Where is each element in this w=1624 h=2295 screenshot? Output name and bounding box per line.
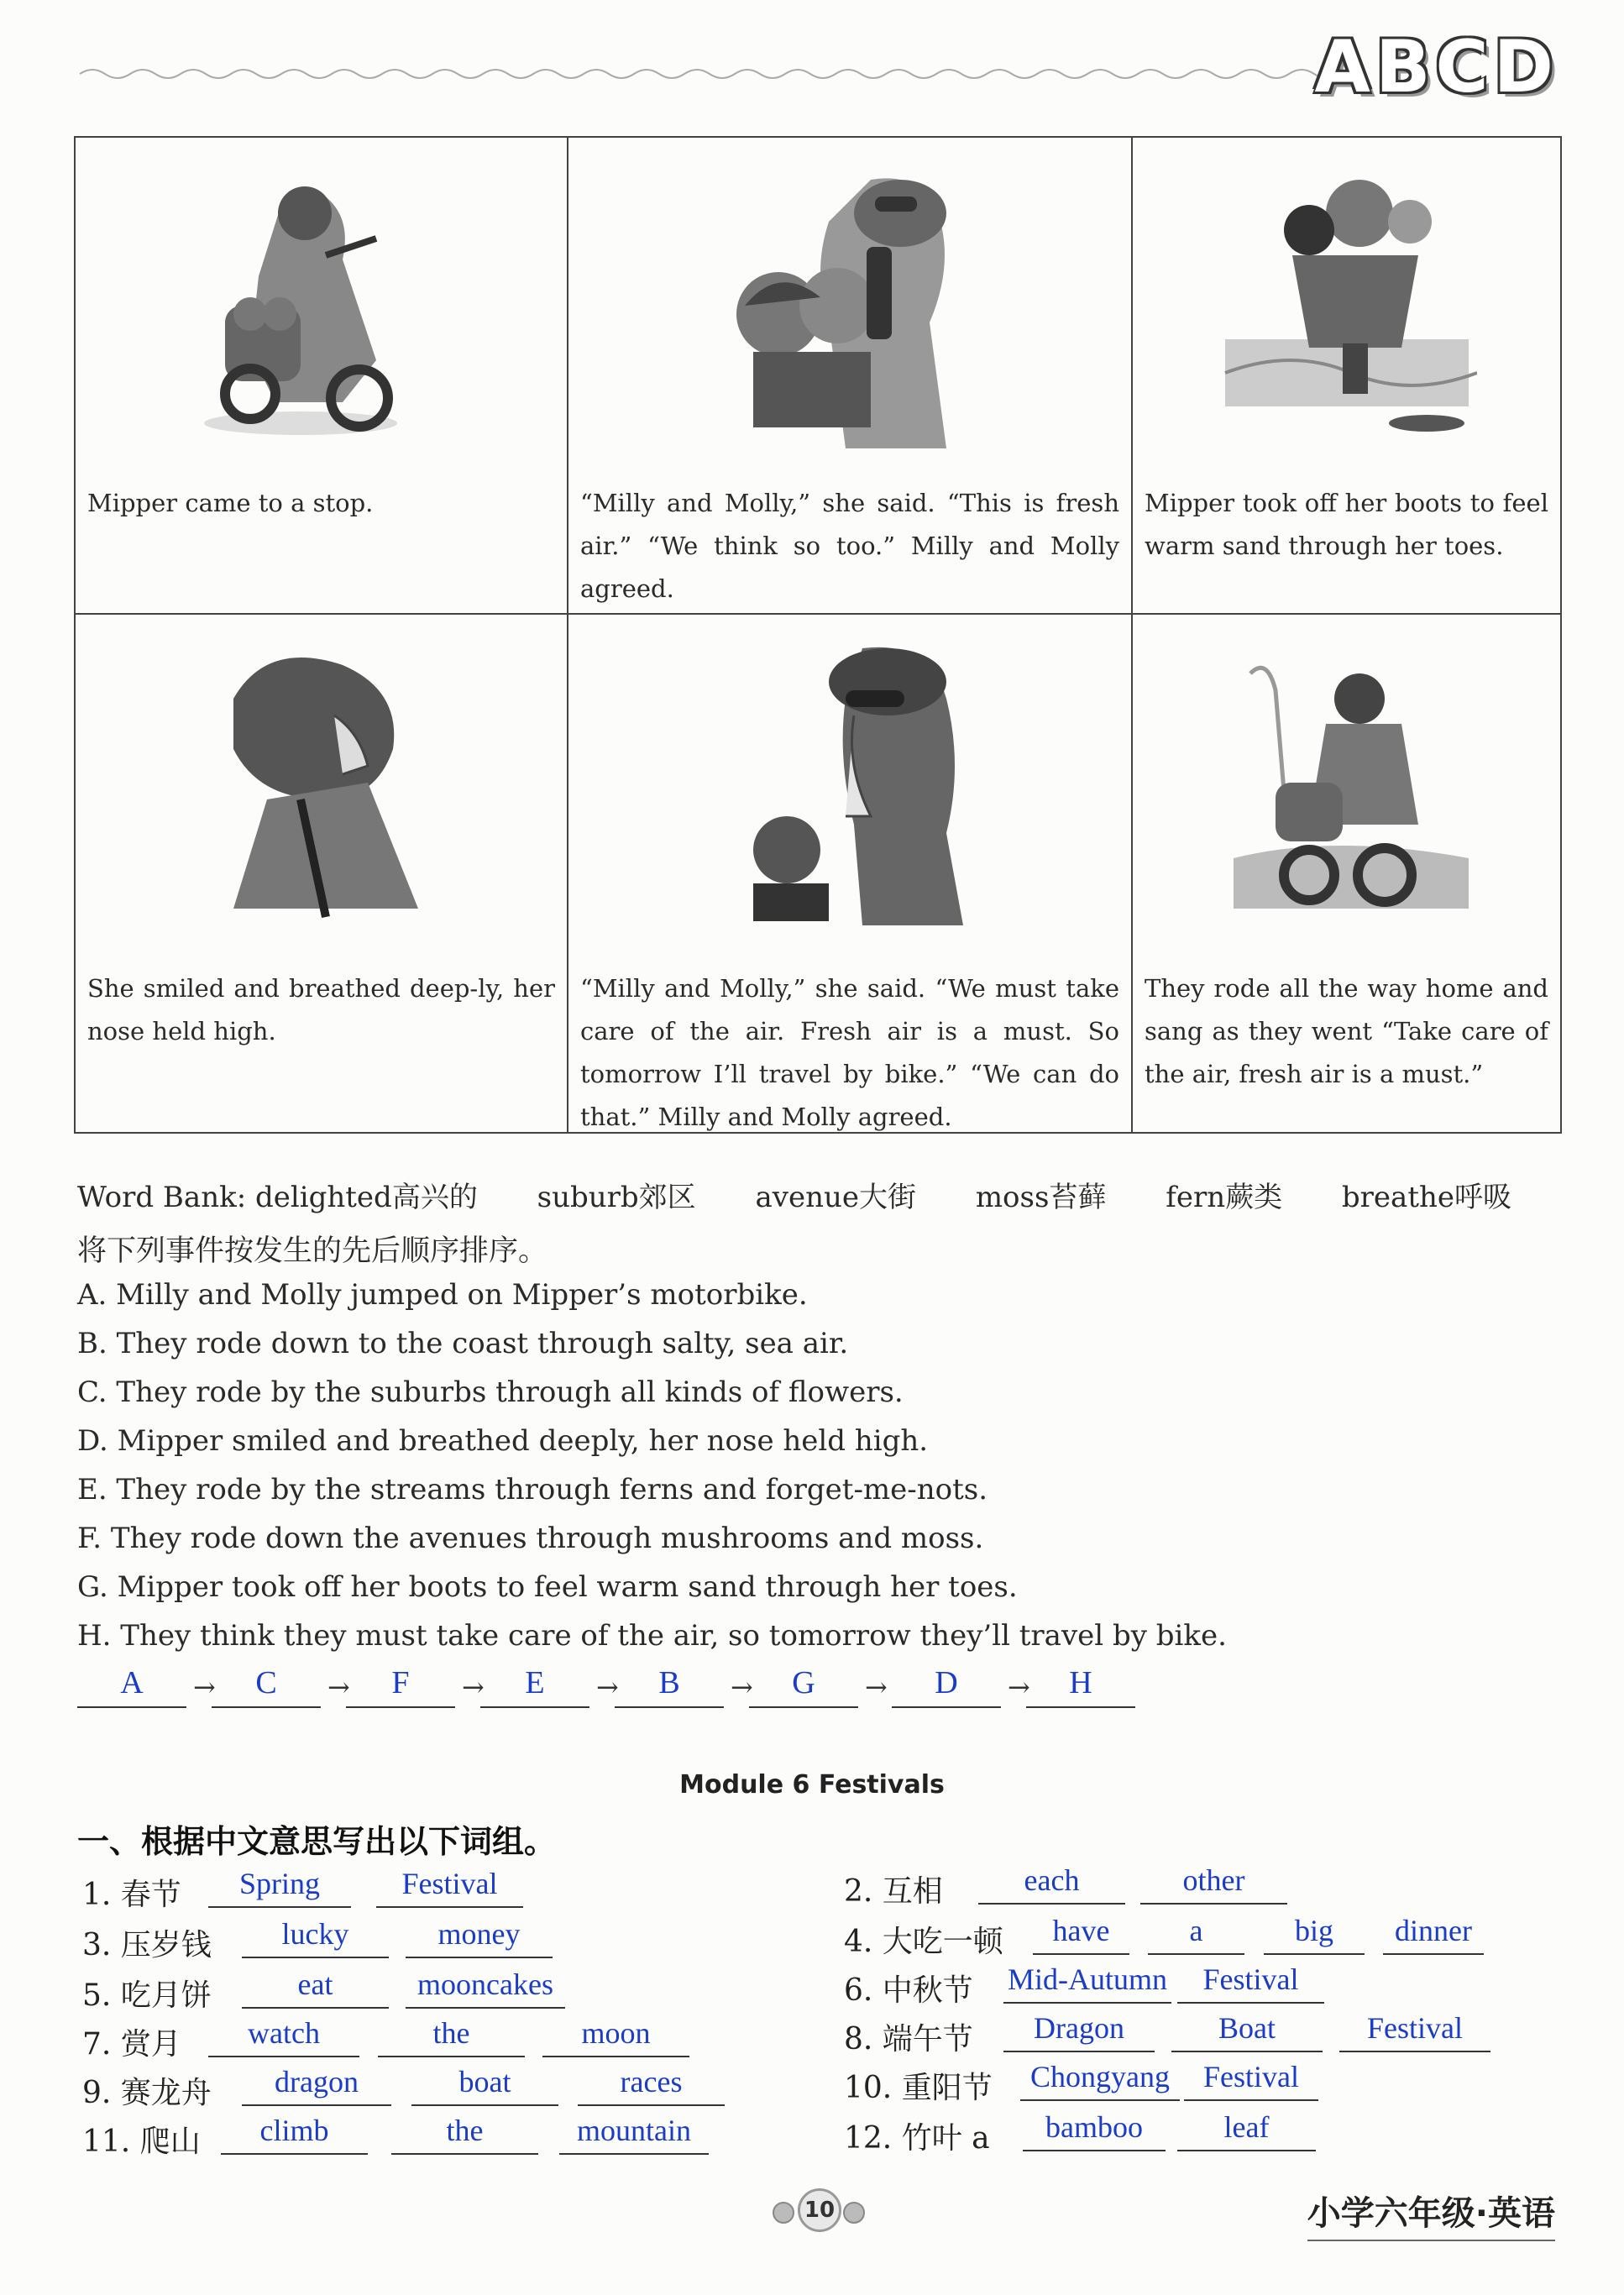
vocab-item bbox=[82, 2062, 754, 2109]
sequence-answer[interactable]: F bbox=[346, 1663, 455, 1708]
arrow-icon: → bbox=[1008, 1671, 1030, 1703]
panel-caption: They rode all the way home and sang as they went “Take care of the air, fresh air is a must.” bbox=[1145, 974, 1548, 1088]
vocab-prompt: 1. 春节 bbox=[82, 1878, 181, 1912]
answer-blank[interactable]: Mid-Autumn bbox=[1003, 1960, 1171, 2004]
answer-blank[interactable]: other bbox=[1140, 1861, 1287, 1905]
event-line: E. They rode by the streams through ferns and forget-me-nots. bbox=[77, 1473, 988, 1506]
riding-home-illustration bbox=[1217, 640, 1477, 925]
answer-blank[interactable]: Festival bbox=[376, 1864, 523, 1908]
vocab-prompt: 10. 重阳节 bbox=[844, 2071, 993, 2105]
word-bank-word: moss苔藓 bbox=[975, 1181, 1107, 1214]
answer-blank[interactable]: the bbox=[378, 2014, 525, 2057]
answer-blank[interactable]: bamboo bbox=[1023, 2108, 1166, 2151]
vocab-item bbox=[844, 2057, 1549, 2104]
sequence-answer-row bbox=[77, 1663, 1169, 1713]
answer-blank[interactable]: moon bbox=[542, 2014, 689, 2057]
sequence-answer[interactable]: E bbox=[480, 1663, 589, 1708]
vocab-item bbox=[82, 1864, 754, 1911]
answer-blank[interactable]: each bbox=[978, 1861, 1125, 1905]
arrow-icon: → bbox=[596, 1671, 619, 1703]
vocab-prompt: 9. 赛龙舟 bbox=[82, 2076, 212, 2110]
story-panel bbox=[76, 615, 568, 1132]
answer-blank[interactable]: the bbox=[391, 2111, 538, 2155]
vocab-item bbox=[844, 1861, 1549, 1908]
answer-blank[interactable]: dragon bbox=[242, 2062, 391, 2106]
vocab-prompt: 11. 爬山 bbox=[82, 2125, 201, 2159]
arrow-icon: → bbox=[865, 1671, 888, 1703]
vocab-prompt: 12. 竹叶 a bbox=[844, 2121, 990, 2156]
arrow-icon: → bbox=[327, 1671, 350, 1703]
sequence-answer[interactable]: A bbox=[77, 1663, 186, 1708]
panel-caption: Mipper took off her boots to feel warm sand through her toes. bbox=[1145, 489, 1548, 560]
story-panel bbox=[1133, 615, 1560, 1132]
word-bank-word: delighted高兴的 bbox=[254, 1181, 478, 1214]
story-panel bbox=[568, 138, 1133, 615]
module-title: Module 6 Festivals bbox=[679, 1770, 945, 1800]
page-header bbox=[0, 0, 1624, 126]
vocab-item bbox=[82, 2014, 754, 2061]
answer-blank[interactable]: races bbox=[578, 2062, 725, 2106]
vocab-item bbox=[844, 2009, 1549, 2056]
header-logo: ABCD bbox=[1314, 25, 1559, 109]
answer-blank[interactable]: watch bbox=[208, 2014, 359, 2057]
mipper-talking-illustration bbox=[720, 640, 980, 925]
event-line: F. They rode down the avenues through mushrooms and moss. bbox=[77, 1522, 984, 1555]
section-heading: 一、根据中文意思写出以下词组。 bbox=[77, 1823, 557, 1860]
event-line: B. They rode down to the coast through salty, sea air. bbox=[77, 1327, 849, 1360]
event-line: A. Milly and Molly jumped on Mipper’s motorbike. bbox=[77, 1278, 808, 1312]
word-bank bbox=[77, 1174, 1562, 1215]
mipper-breathing-illustration bbox=[191, 640, 452, 925]
vocab-item bbox=[82, 1965, 754, 2012]
answer-blank[interactable]: Festival bbox=[1339, 2009, 1490, 2052]
motorbike-illustration bbox=[191, 163, 452, 448]
page-number-badge bbox=[773, 2188, 857, 2235]
word-bank-word: breathe呼吸 bbox=[1341, 1181, 1511, 1214]
panel-caption: Mipper came to a stop. bbox=[87, 489, 374, 517]
answer-blank[interactable]: leaf bbox=[1177, 2108, 1316, 2151]
vocab-item bbox=[844, 1960, 1549, 2007]
event-line: H. They think they must take care of the air, so tomorrow they’ll travel by bike. bbox=[77, 1619, 1227, 1653]
sequence-answer[interactable]: B bbox=[615, 1663, 724, 1708]
event-line: G. Mipper took off her boots to feel warm sand through her toes. bbox=[77, 1570, 1018, 1604]
panel-caption: “Milly and Molly,” she said. “We must take care of the air. Fresh air is a must. So tomorrow I’ll travel by bike.” “We can do that.” Milly and Molly agreed. bbox=[580, 974, 1119, 1131]
answer-blank[interactable]: money bbox=[406, 1915, 553, 1958]
answer-blank[interactable]: eat bbox=[242, 1965, 389, 2009]
decorative-dot-icon bbox=[773, 2202, 794, 2224]
sequence-answer[interactable]: D bbox=[892, 1663, 1001, 1708]
panel-caption: She smiled and breathed deep-ly, her nose held high. bbox=[87, 974, 555, 1045]
sitting-characters-illustration bbox=[1217, 163, 1477, 448]
vocab-prompt: 8. 端午节 bbox=[844, 2022, 973, 2057]
arrow-icon: → bbox=[193, 1671, 216, 1703]
answer-blank[interactable]: climb bbox=[221, 2111, 368, 2155]
word-bank-word: avenue大街 bbox=[755, 1181, 916, 1214]
arrow-icon: → bbox=[462, 1671, 485, 1703]
word-bank-word: fern蕨类 bbox=[1166, 1181, 1283, 1214]
answer-blank[interactable]: lucky bbox=[242, 1915, 389, 1958]
sequence-answer[interactable]: G bbox=[749, 1663, 858, 1708]
event-line: C. They rode by the suburbs through all kinds of flowers. bbox=[77, 1375, 904, 1409]
vocab-prompt: 5. 吃月饼 bbox=[82, 1978, 212, 2013]
arrow-icon: → bbox=[731, 1671, 753, 1703]
answer-blank[interactable]: Boat bbox=[1171, 2009, 1323, 2052]
story-panel bbox=[76, 138, 568, 615]
book-title: 小学六年级·英语 bbox=[1307, 2187, 1555, 2241]
ordering-instruction: 将下列事件按发生的先后顺序排序。 bbox=[77, 1234, 548, 1268]
vocab-prompt: 4. 大吃一顿 bbox=[844, 1925, 1003, 1959]
sequence-answer[interactable]: C bbox=[212, 1663, 321, 1708]
vocab-item bbox=[82, 2111, 754, 2158]
answer-blank[interactable]: Festival bbox=[1184, 2057, 1318, 2101]
decorative-dot-icon bbox=[843, 2202, 865, 2224]
answer-blank[interactable]: mountain bbox=[559, 2111, 709, 2155]
word-bank-label: Word Bank: bbox=[77, 1181, 247, 1214]
vocab-item bbox=[844, 2108, 1549, 2155]
answer-blank[interactable]: mooncakes bbox=[406, 1965, 565, 2009]
answer-blank[interactable]: have bbox=[1033, 1911, 1129, 1955]
story-panel bbox=[568, 615, 1133, 1132]
vocab-prompt: 7. 赏月 bbox=[82, 2027, 181, 2062]
panel-caption: “Milly and Molly,” she said. “This is fresh air.” “We think so too.” Milly and Molly agreed. bbox=[580, 489, 1119, 603]
story-grid bbox=[74, 136, 1562, 1134]
page-number: 10 bbox=[798, 2188, 841, 2232]
answer-blank[interactable]: Festival bbox=[1177, 1960, 1324, 2004]
sequence-answer[interactable]: H bbox=[1026, 1663, 1135, 1708]
answer-blank[interactable]: Dragon bbox=[1003, 2009, 1155, 2052]
answer-blank[interactable]: Chongyang bbox=[1020, 2057, 1180, 2101]
answer-blank[interactable]: Spring bbox=[208, 1864, 351, 1908]
word-bank-word: suburb郊区 bbox=[537, 1181, 696, 1214]
answer-blank[interactable]: dinner bbox=[1383, 1911, 1484, 1955]
answer-blank[interactable]: big bbox=[1264, 1911, 1365, 1955]
answer-blank[interactable]: boat bbox=[411, 2062, 558, 2106]
vocab-item bbox=[82, 1915, 754, 1962]
event-line: D. Mipper smiled and breathed deeply, her nose held high. bbox=[77, 1424, 929, 1458]
vocab-prompt: 3. 压岁钱 bbox=[82, 1928, 212, 1962]
story-panel bbox=[1133, 138, 1560, 615]
vocab-item bbox=[844, 1911, 1549, 1958]
vocab-prompt: 2. 互相 bbox=[844, 1874, 943, 1909]
vocab-prompt: 6. 中秋节 bbox=[844, 1973, 973, 2008]
answer-blank[interactable]: a bbox=[1148, 1911, 1244, 1955]
helmet-characters-illustration bbox=[720, 163, 980, 448]
